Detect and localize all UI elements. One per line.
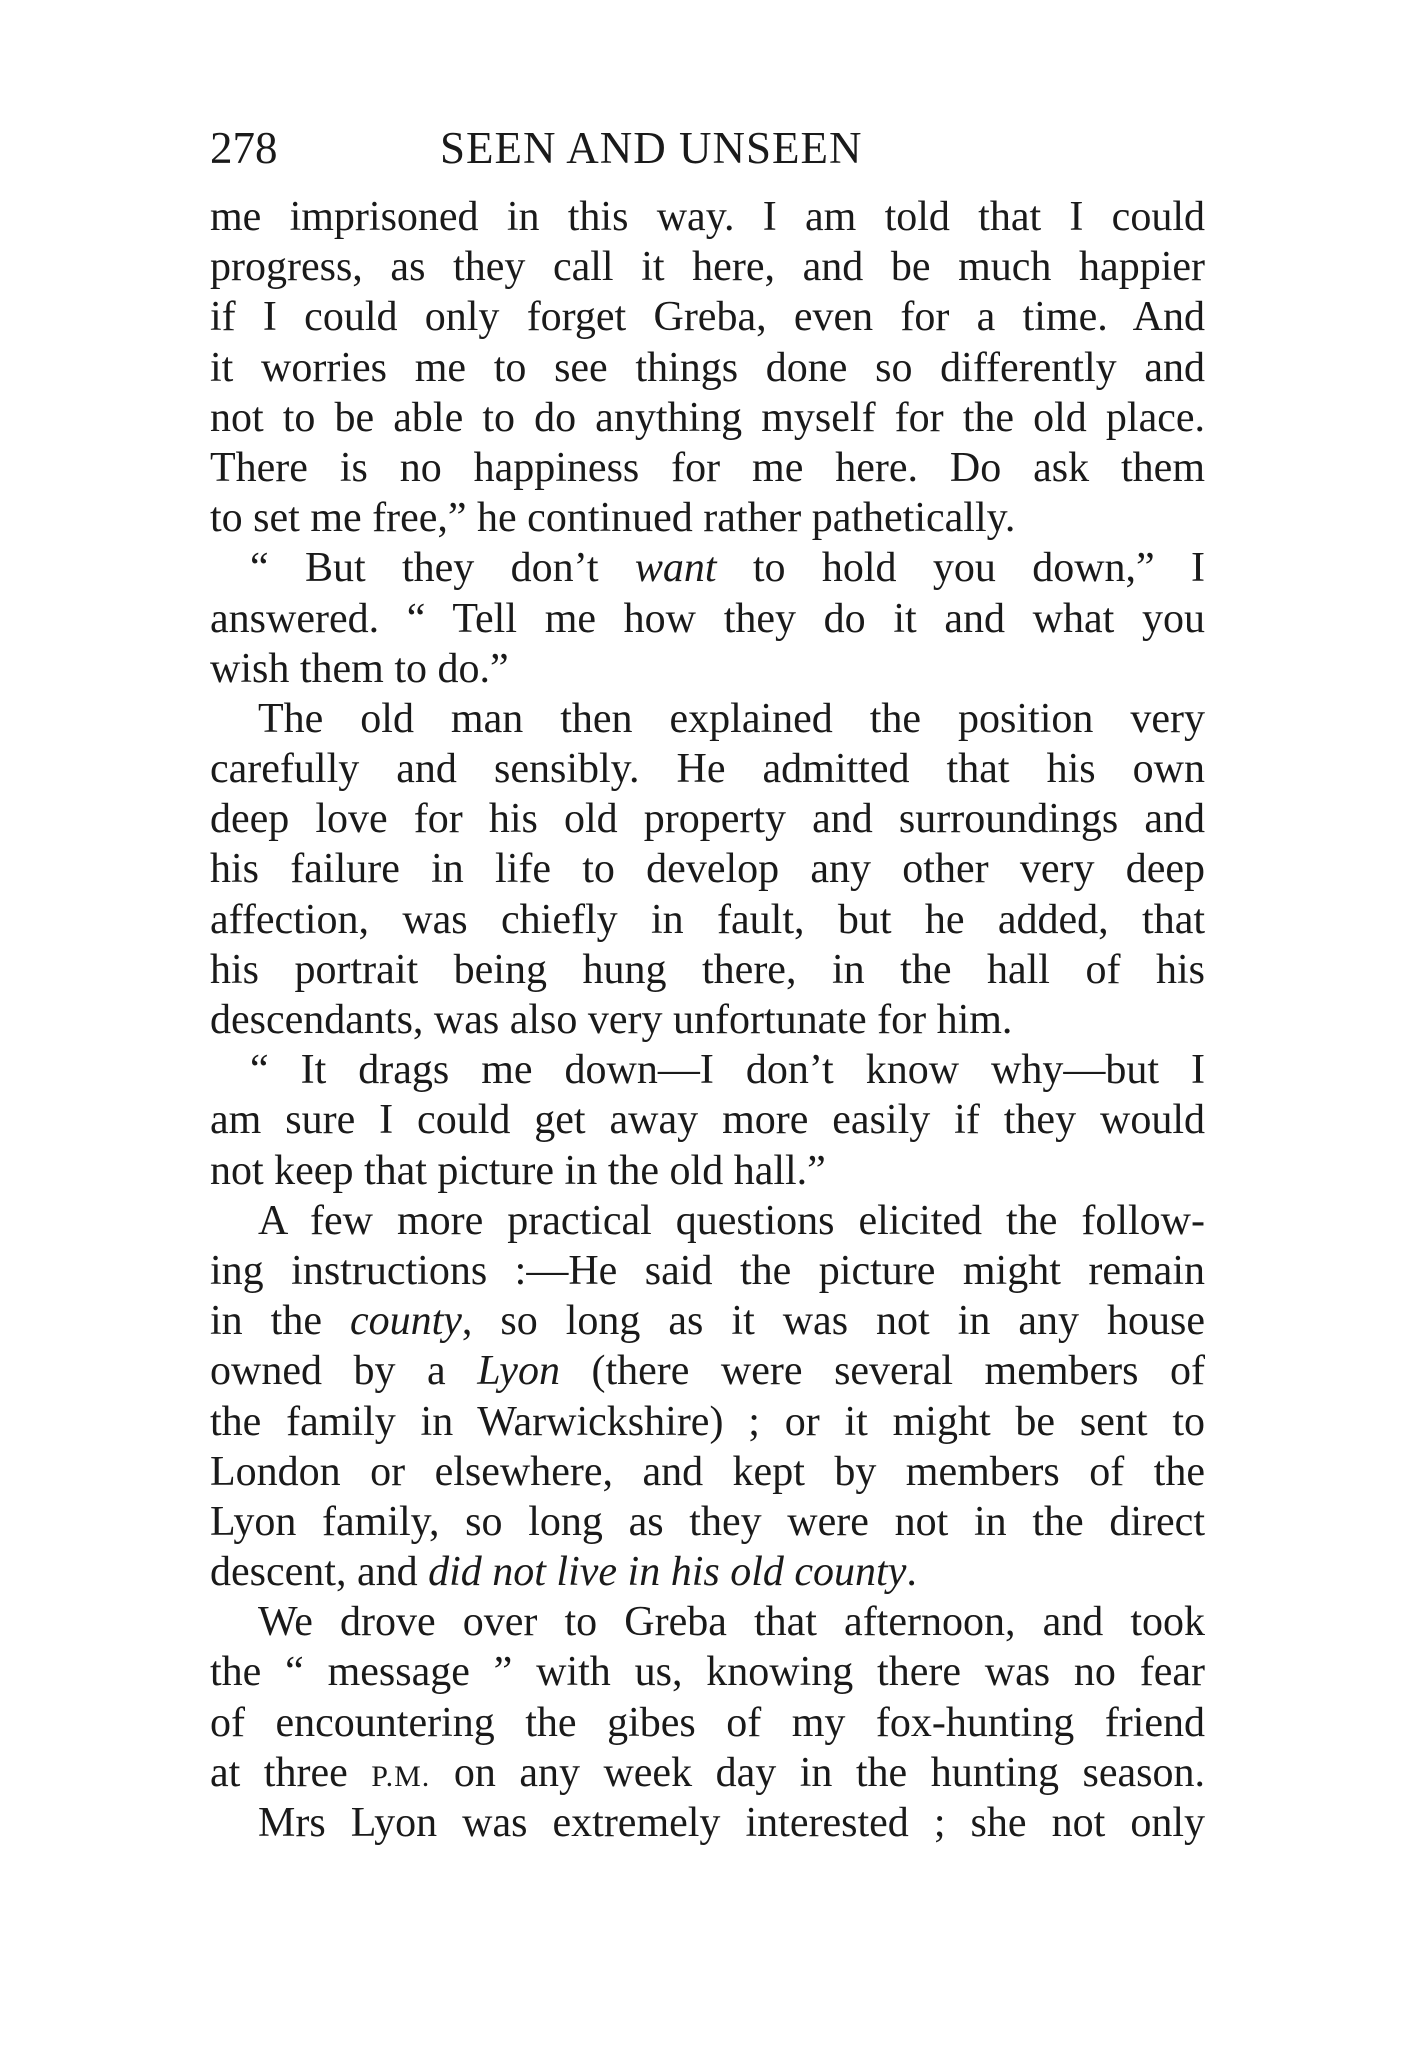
small-caps-fragment: P.M. bbox=[371, 1759, 431, 1793]
text-line: wish them to do.” bbox=[210, 645, 509, 692]
text-line: his portrait being hung there, in the hall of his bbox=[210, 946, 1205, 993]
text-line: not to be able to do anything myself for the old place. bbox=[210, 394, 1205, 441]
text-line: of encountering the gibes of my fox-hunting friend bbox=[210, 1699, 1205, 1746]
text-fragment: descent, and bbox=[210, 1549, 429, 1596]
text-line: his failure in life to develop any other very deep bbox=[210, 846, 1205, 893]
text-fragment: at three bbox=[210, 1749, 372, 1796]
text-fragment: to hold you down,” I bbox=[716, 545, 1206, 592]
italic-fragment: did not live in his old county bbox=[428, 1549, 907, 1596]
text-fragment: . bbox=[906, 1549, 917, 1596]
text-line: The old man then explained the position very bbox=[258, 695, 1205, 742]
text-line bbox=[210, 543, 1205, 593]
text-fragment: owned by a bbox=[210, 1348, 478, 1395]
text-line: to set me free,” he continued rather pathetically. bbox=[210, 495, 1016, 542]
page-number: 278 bbox=[210, 123, 278, 173]
text-line bbox=[210, 1346, 1205, 1396]
text-line: “ It drags me down—I don’t know why—but I bbox=[250, 1047, 1205, 1094]
text-line: Lyon family, so long as they were not in the direct bbox=[210, 1498, 1205, 1545]
text-line: am sure I could get away more easily if they would bbox=[210, 1097, 1205, 1144]
text-line: affection, was chiefly in fault, but he added, that bbox=[210, 896, 1205, 943]
text-line: ing instructions :—He said the picture might remain bbox=[210, 1247, 1205, 1294]
text-fragment: (there were several members of bbox=[559, 1348, 1205, 1395]
text-line: if I could only forget Greba, even for a time. And bbox=[210, 294, 1205, 341]
running-title: SEEN AND UNSEEN bbox=[440, 123, 863, 173]
text-line: me imprisoned in this way. I am told that I could bbox=[210, 194, 1205, 240]
body-text bbox=[210, 192, 1205, 1848]
running-head bbox=[210, 118, 1210, 178]
text-line: We drove over to Greba that afternoon, and took bbox=[258, 1599, 1205, 1646]
italic-fragment: want bbox=[634, 545, 717, 592]
text-line: There is no happiness for me here. Do ask them bbox=[210, 444, 1205, 491]
text-line: carefully and sensibly. He admitted that his own bbox=[210, 746, 1205, 793]
text-line: the “ message ” with us, knowing there was no fear bbox=[210, 1649, 1205, 1696]
text-line: descendants, was also very unfortunate for him. bbox=[210, 997, 1013, 1043]
text-line bbox=[210, 1547, 1205, 1597]
text-line: not keep that picture in the old hall.” bbox=[210, 1147, 826, 1194]
italic-fragment: Lyon bbox=[477, 1348, 560, 1395]
text-line: A few more practical questions elicited the follow- bbox=[258, 1197, 1205, 1244]
text-line bbox=[210, 1296, 1205, 1346]
italic-fragment: county bbox=[349, 1298, 462, 1345]
text-line: it worries me to see things done so differently and bbox=[210, 344, 1205, 391]
text-line: answered. “ Tell me how they do it and what you bbox=[210, 595, 1205, 642]
text-line: London or elsewhere, and kept by members of the bbox=[210, 1448, 1205, 1495]
text-fragment: , so long as it was not in any house bbox=[461, 1298, 1205, 1345]
text-line: progress, as they call it here, and be much happier bbox=[210, 244, 1205, 291]
text-line bbox=[210, 1748, 1205, 1798]
text-line: deep love for his old property and surroundings and bbox=[210, 796, 1205, 843]
text-fragment: on any week day in the hunting season. bbox=[430, 1749, 1206, 1796]
text-line: the family in Warwickshire) ; or it might be sent to bbox=[210, 1398, 1205, 1445]
text-fragment: in the bbox=[210, 1298, 350, 1345]
text-fragment: “ But they don’t bbox=[250, 545, 635, 592]
text-line: Mrs Lyon was extremely interested ; she not only bbox=[258, 1800, 1205, 1846]
